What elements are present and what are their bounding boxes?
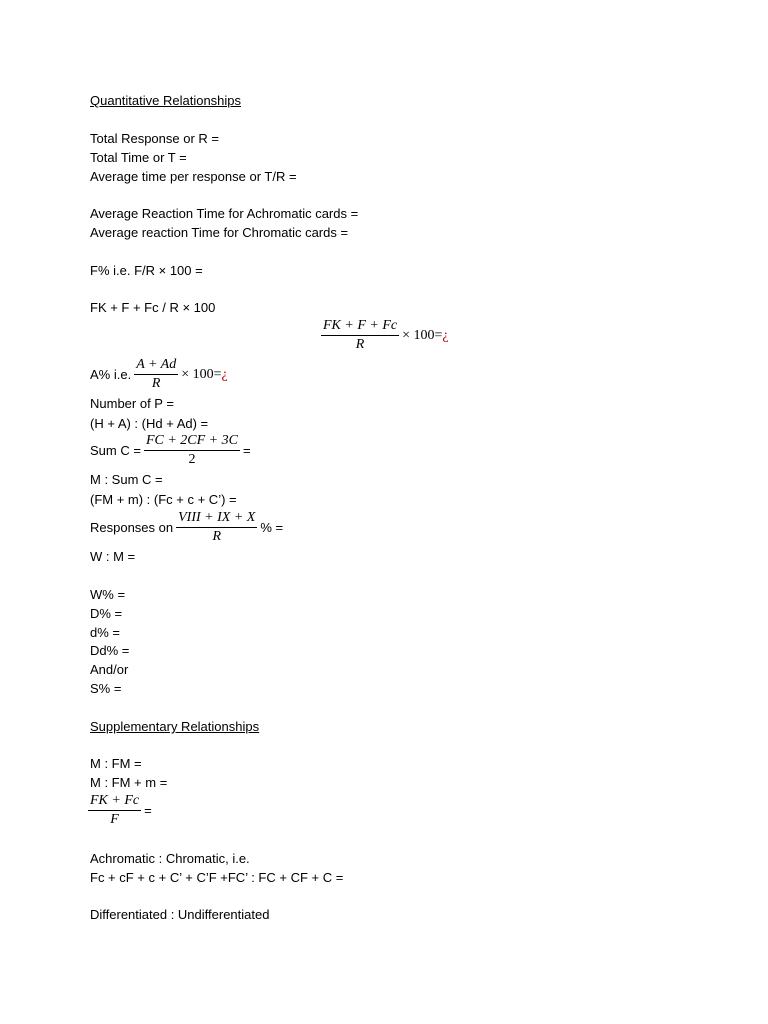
fk-fc-over-f-suffix: = bbox=[144, 802, 152, 818]
dd-percent-line: Dd% = bbox=[90, 643, 130, 658]
avg-reaction-chromatic-line: Average reaction Time for Chromatic cards = bbox=[90, 225, 349, 240]
f-percent-line: F% i.e. F/R × 100 = bbox=[90, 263, 203, 278]
fk-fc-over-f-line bbox=[88, 793, 152, 828]
responses-on-denominator: R bbox=[212, 529, 221, 544]
sum-c-denominator: 2 bbox=[188, 452, 196, 467]
achromatic-chromatic-line: Achromatic : Chromatic, i.e. bbox=[90, 851, 250, 866]
a-percent-prefix: A% i.e. bbox=[90, 366, 132, 382]
differentiated-line: Differentiated : Undifferentiated bbox=[90, 907, 270, 922]
number-of-p-line: Number of P = bbox=[90, 396, 174, 411]
heading-quantitative: Quantitative Relationships bbox=[90, 93, 242, 108]
sum-c-numerator: FC + 2CF + 3C bbox=[144, 433, 240, 451]
sum-c-line bbox=[90, 433, 251, 468]
fk-formula-numerator: FK + F + Fc bbox=[321, 318, 399, 336]
a-percent-line bbox=[90, 357, 228, 392]
total-response-line: Total Response or R = bbox=[90, 131, 219, 146]
avg-time-per-response-line: Average time per response or T/R = bbox=[90, 169, 297, 184]
fk-formula-denominator: R bbox=[355, 337, 365, 352]
avg-reaction-achromatic-line: Average Reaction Time for Achromatic cards = bbox=[90, 206, 359, 221]
heading-supplementary: Supplementary Relationships bbox=[90, 719, 260, 734]
d-percent-line: D% = bbox=[90, 606, 123, 621]
fk-line: FK + F + Fc / R × 100 bbox=[90, 300, 216, 315]
fk-formula-fraction bbox=[321, 318, 399, 353]
m-sum-c-line: M : Sum C = bbox=[90, 472, 163, 487]
responses-on-line bbox=[90, 510, 283, 545]
fk-formula-tail: × 100= bbox=[402, 327, 443, 343]
a-percent-numerator: A + Ad bbox=[134, 357, 178, 375]
responses-on-suffix: % = bbox=[260, 519, 284, 535]
w-m-line: W : M = bbox=[90, 549, 136, 564]
fk-fc-over-f-fraction bbox=[88, 793, 141, 828]
fm-m-ratio-line: (FM + m) : (Fc + c + C’) = bbox=[90, 492, 237, 507]
responses-on-numerator: VIII + IX + X bbox=[176, 510, 257, 528]
fk-fc-over-f-numerator: FK + Fc bbox=[88, 793, 141, 811]
fk-fc-over-f-denominator: F bbox=[110, 812, 119, 827]
fc-ratio-line: Fc + cF + c + C’ + C’F +FC’ : FC + CF + C = bbox=[90, 870, 344, 885]
responses-on-prefix: Responses on bbox=[90, 519, 174, 535]
h-a-ratio-line: (H + A) : (Hd + Ad) = bbox=[90, 416, 209, 431]
a-percent-mark: ¿ bbox=[221, 366, 228, 382]
and-or-line: And/or bbox=[90, 662, 129, 677]
m-fm-line: M : FM = bbox=[90, 756, 142, 771]
a-percent-fraction bbox=[134, 357, 178, 392]
m-fm-m-line: M : FM + m = bbox=[90, 775, 168, 790]
sum-c-prefix: Sum C = bbox=[90, 442, 141, 458]
s-percent-line: S% = bbox=[90, 681, 122, 696]
total-time-line: Total Time or T = bbox=[90, 150, 187, 165]
small-d-percent-line: d% = bbox=[90, 625, 120, 640]
fk-formula-mark: ¿ bbox=[442, 327, 449, 343]
fk-formula bbox=[318, 318, 449, 353]
sum-c-suffix: = bbox=[242, 442, 251, 458]
w-percent-line: W% = bbox=[90, 587, 126, 602]
a-percent-denominator: R bbox=[151, 376, 161, 391]
responses-on-fraction bbox=[176, 510, 257, 545]
sum-c-fraction bbox=[144, 433, 240, 468]
a-percent-tail: × 100= bbox=[181, 366, 222, 382]
